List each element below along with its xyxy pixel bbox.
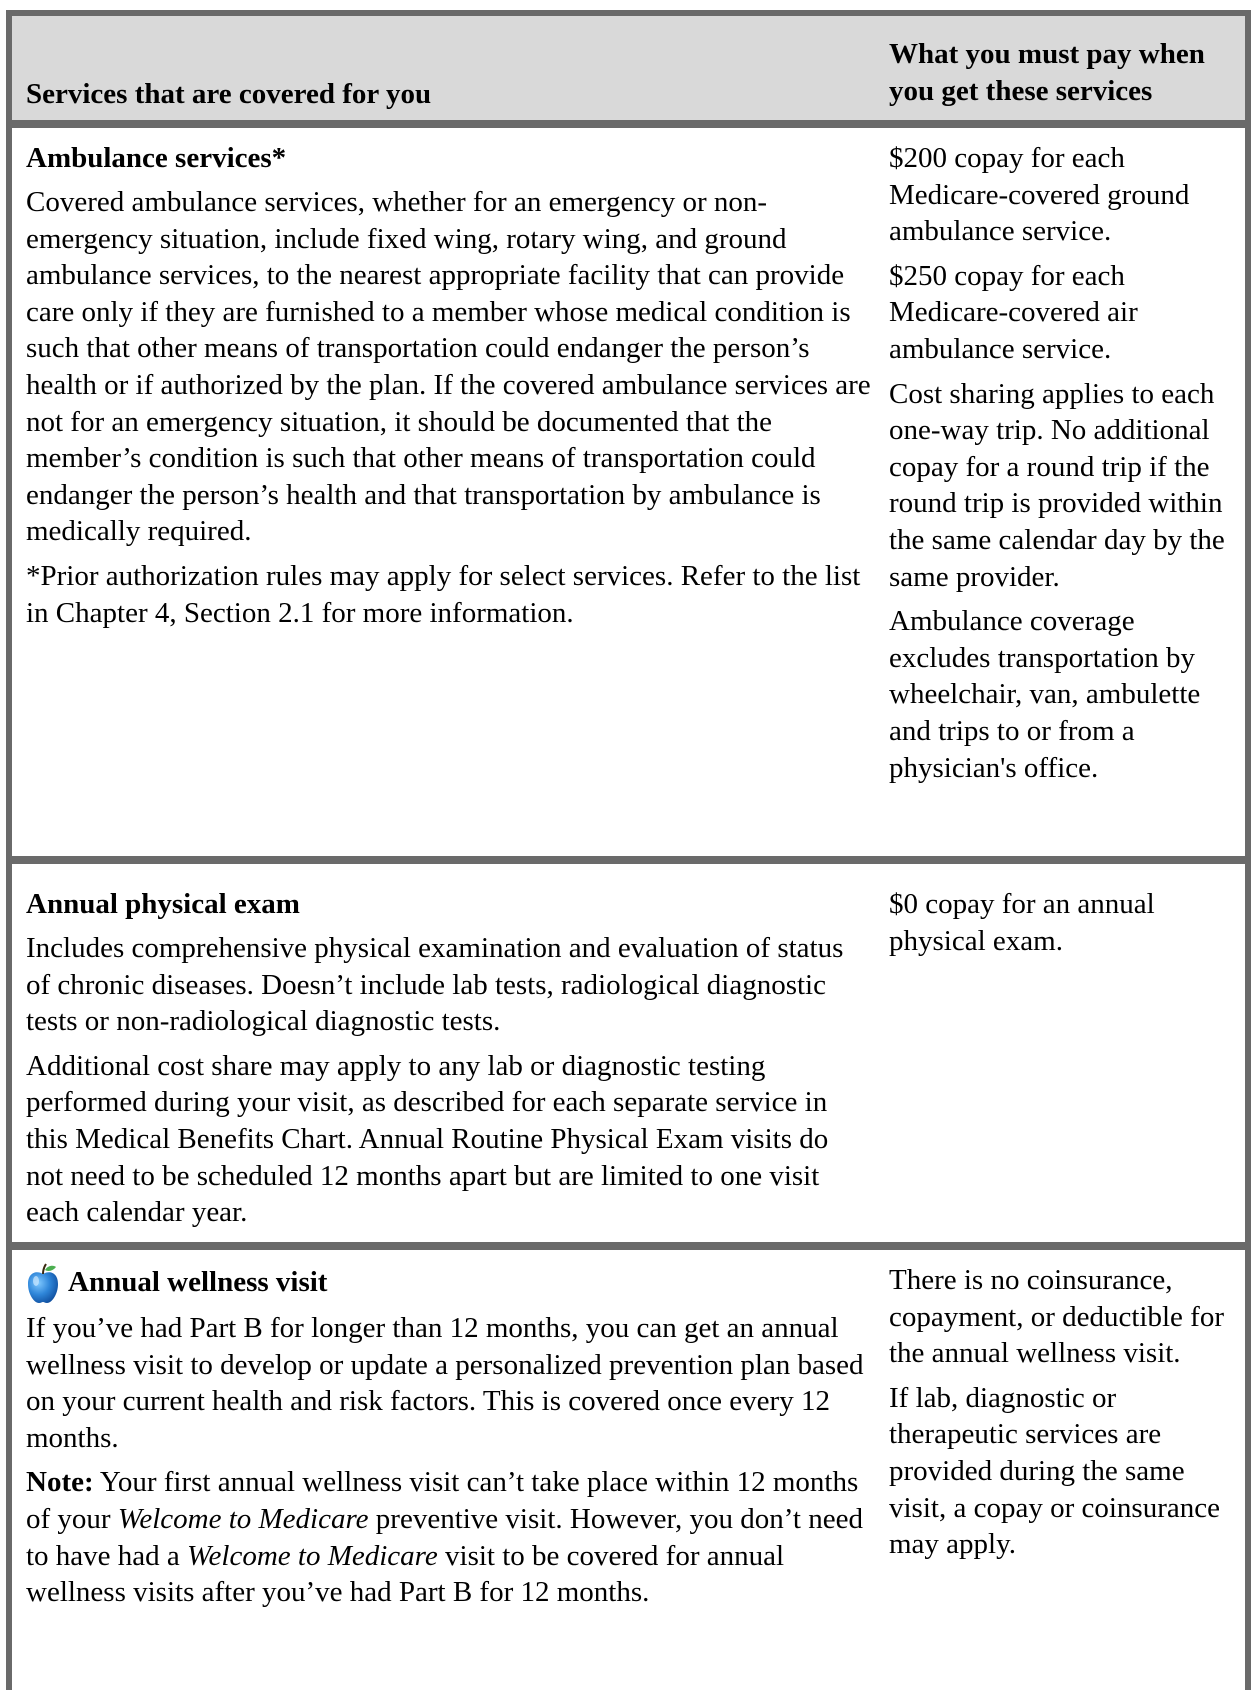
row-description: Includes comprehensive physical examination and evaluation of status of chronic diseases. Doesn’t include lab tests, radiological diagnostic tests or non-radiological diagnostic tests.	[26, 932, 844, 1038]
cost-text: Ambulance coverage excludes transportation by wheelchair, van, ambulette and trips to or from a physician's office.	[889, 605, 1201, 784]
row-ambulance-right	[889, 140, 1239, 794]
header-what-you-pay: What you must pay when you get these services	[889, 38, 1205, 107]
note-text: visit to be covered for annual wellness visits after you’ve had Part B for 12 months.	[26, 1539, 785, 1609]
header-services-covered: Services that are covered for you	[26, 78, 432, 110]
table-row	[6, 128, 1251, 866]
row-description: *Prior authorization rules may apply for select services. Refer to the list in Chapter 4, Section 2.1 for more information.	[26, 559, 861, 629]
note-italic: Welcome to Medicare	[187, 1539, 438, 1572]
table-header	[6, 10, 1251, 120]
cost-text: Cost sharing applies to each one-way trip. No additional copay for a round trip if the round trip is provided within the same calendar day by the same provider.	[889, 377, 1225, 593]
row-description: Additional cost share may apply to any lab or diagnostic testing performed during your visit, as described for each separate service in this Medical Benefits Chart. Annual Routine Physical Exam visits do not need to be scheduled 12 months apart but are limited to one visit each calendar year.	[26, 1049, 829, 1229]
row-wellness-left	[26, 1262, 872, 1619]
row-physical-left	[26, 886, 872, 1239]
cost-text: $200 copay for each Medicare-covered ground ambulance service.	[889, 142, 1190, 248]
row-note	[26, 1464, 872, 1610]
note-text: Your first annual wellness visit can’t take place within 12 months of your	[26, 1466, 859, 1535]
row-title-wrap	[26, 1262, 872, 1302]
row-divider	[6, 856, 1251, 864]
cost-text: If lab, diagnostic or therapeutic services are provided during the same visit, a copay or coinsurance may apply.	[889, 1381, 1220, 1561]
row-title: Annual physical exam	[26, 888, 300, 920]
row-divider	[6, 1242, 1251, 1250]
row-physical-right	[889, 886, 1239, 967]
row-ambulance-left	[26, 140, 872, 639]
row-title: Ambulance services*	[26, 142, 287, 174]
row-description: Covered ambulance services, whether for an emergency or non-emergency situation, include fixed wing, rotary wing, and ground ambulance services, to the nearest appropriate facility that can provide care only if they are furnished to a member whose medical condition is such that other means of transportation could endanger the person’s health or if authorized by the plan. If the covered ambulance services are not for an emergency situation, it should be documented that the member’s condition is such that other means of transportation could endanger the person’s health and that transportation by ambulance is medically required.	[26, 186, 871, 548]
cost-text: $250 copay for each Medicare-covered air ambulance service.	[889, 259, 1138, 365]
header-divider	[6, 120, 1251, 128]
table-row	[6, 864, 1251, 1242]
cost-text: There is no coinsurance, copayment, or deductible for the annual wellness visit.	[889, 1264, 1224, 1370]
row-wellness-right	[889, 1262, 1239, 1571]
row-description: If you’ve had Part B for longer than 12 months, you can get an annual wellness visit to develop or update a personalized prevention plan based on your current health and risk factors. This is covered once every 12 months.	[26, 1312, 864, 1454]
apple-icon	[26, 1262, 60, 1302]
note-italic: Welcome to Medicare	[117, 1502, 369, 1535]
table-row	[6, 1250, 1251, 1690]
note-label: Note:	[26, 1466, 94, 1499]
note-text: preventive visit. However, you don’t need to have had a	[26, 1502, 863, 1572]
row-title: Annual wellness visit	[68, 1266, 328, 1298]
cost-text: $0 copay for an annual physical exam.	[889, 888, 1155, 957]
